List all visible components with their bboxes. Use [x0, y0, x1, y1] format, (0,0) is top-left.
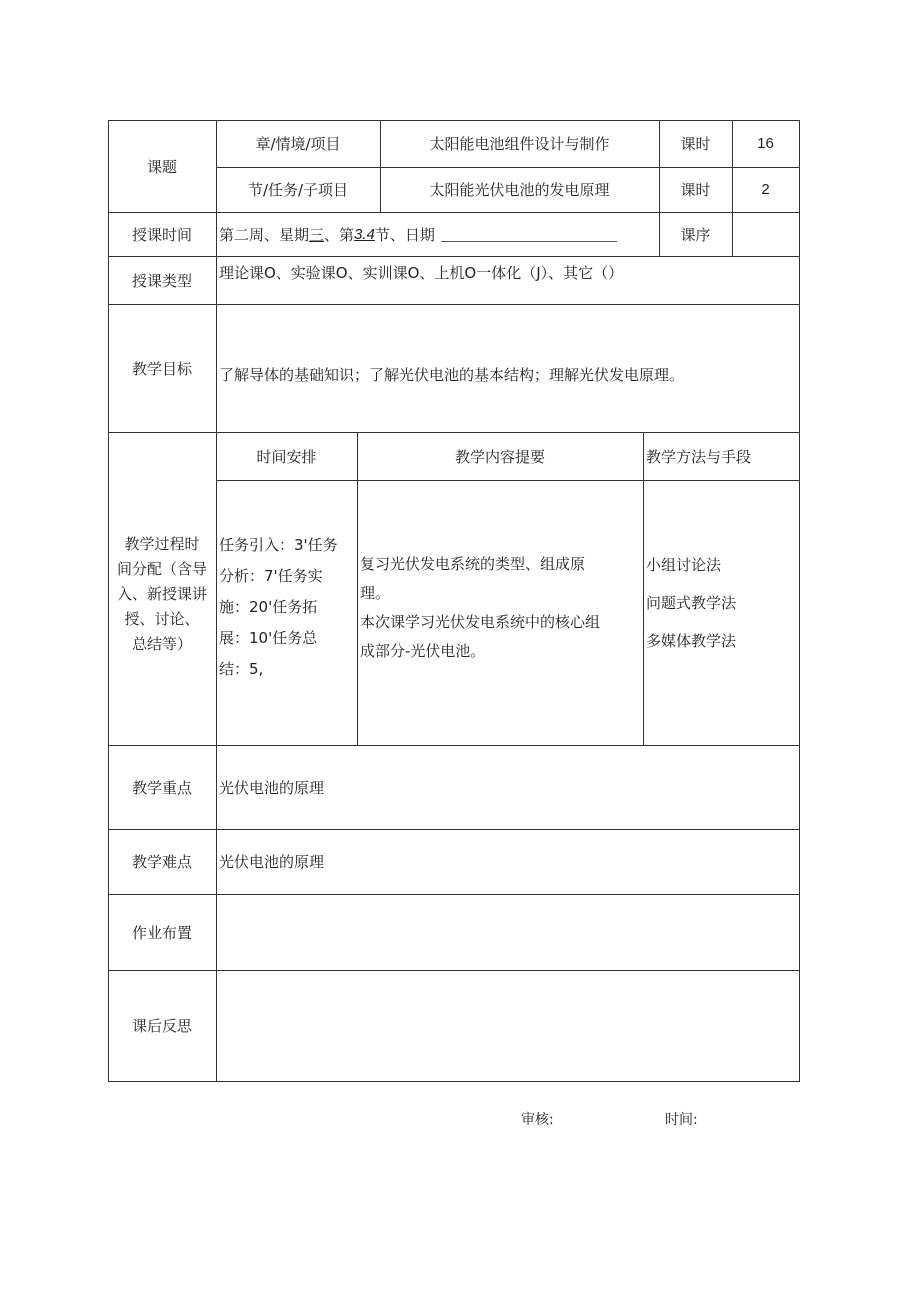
teaching-methods — [646, 546, 798, 660]
time-label-text: 时间: — [665, 1112, 698, 1128]
schedule-text-mid: 、第 — [324, 225, 355, 244]
homework-value — [216, 894, 799, 970]
order-value — [732, 212, 799, 256]
difficulty-value — [216, 829, 799, 894]
chapter-value-text: 太阳能电池组件设计与制作 — [429, 135, 610, 153]
process-label — [108, 532, 216, 657]
chapter-label-text: 章/情境/项目 — [255, 135, 341, 153]
method-line: 问题式教学法 — [646, 594, 737, 612]
hours-value-2-text: 2 — [761, 181, 770, 198]
process-label-line: 授、讨论、 — [124, 610, 200, 628]
time-allocation — [219, 530, 359, 685]
content-line: 本次课学习光伏发电系统中的核心组 — [360, 613, 601, 631]
topic-label — [108, 120, 216, 212]
order-label-text: 课序 — [680, 225, 711, 244]
difficulty-label — [108, 829, 216, 894]
type-value-text: 理论课O、实验课O、实训课O、上机O一体化（J）、其它（） — [219, 264, 624, 282]
col-method-header-text: 教学方法与手段 — [646, 447, 752, 466]
topic-label-text: 课题 — [146, 157, 177, 176]
reflection-value — [216, 970, 799, 1081]
hours-value-1 — [732, 120, 799, 167]
difficulty-label-text: 教学难点 — [131, 853, 192, 871]
homework-label-text: 作业布置 — [131, 923, 192, 942]
section-label-text: 节/任务/子项目 — [247, 181, 349, 199]
objective-value — [216, 304, 799, 444]
hours-value-2 — [732, 167, 799, 212]
type-label — [108, 256, 216, 304]
hours-value-1-text: 16 — [757, 135, 774, 152]
review-label-text: 审核: — [521, 1112, 554, 1128]
time-line: 施：20'任务拓 — [219, 598, 318, 616]
section-label — [216, 167, 380, 212]
col-time-header-text: 时间安排 — [256, 447, 317, 466]
schedule-text-post: 节、日期 — [374, 225, 435, 244]
type-label-text: 授课类型 — [131, 271, 192, 290]
col-method-header — [643, 432, 799, 480]
objective-value-text: 了解导体的基础知识；了解光伏电池的基本结构；理解光伏发电原理。 — [219, 365, 685, 384]
time-line: 分析：7'任务实 — [219, 567, 323, 585]
process-label-line: 入、新授课讲 — [116, 585, 207, 603]
difficulty-value-text: 光伏电池的原理 — [219, 853, 325, 871]
reflection-label — [108, 970, 216, 1081]
type-value — [219, 262, 797, 282]
chapter-value — [380, 120, 659, 167]
reflection-label-text: 课后反思 — [131, 1017, 192, 1035]
chapter-label — [216, 120, 380, 167]
key-point-value-text: 光伏电池的原理 — [219, 778, 325, 797]
schedule-value — [216, 212, 659, 256]
method-line: 小组讨论法 — [646, 556, 722, 574]
date-blank-line — [441, 227, 617, 242]
content-line: 复习光伏发电系统的类型、组成原 — [360, 555, 586, 573]
col-content-header — [357, 432, 643, 480]
time-line: 结：5, — [219, 660, 264, 678]
schedule-label-text: 授课时间 — [131, 225, 192, 244]
section-value — [380, 167, 659, 212]
key-point-label-text: 教学重点 — [131, 778, 192, 797]
objective-label — [108, 304, 216, 432]
col-time-header — [216, 432, 357, 480]
objective-label-text: 教学目标 — [131, 359, 192, 378]
schedule-text-pre: 第二周、星期 — [219, 225, 310, 244]
process-label-line: 总结等） — [131, 635, 192, 653]
review-label — [521, 1109, 554, 1129]
process-label-line: 间分配（含导 — [116, 560, 207, 578]
hours-label-1 — [659, 120, 732, 167]
time-line: 任务引入：3'任务 — [219, 536, 338, 554]
key-point-label — [108, 745, 216, 829]
content-summary — [360, 550, 642, 666]
process-label-line: 教学过程时 — [124, 535, 200, 553]
schedule-label — [108, 212, 216, 256]
method-line: 多媒体教学法 — [646, 632, 737, 650]
order-label — [659, 212, 732, 256]
col-content-header-text: 教学内容提要 — [454, 447, 545, 466]
content-line: 成部分-光伏电池。 — [360, 642, 486, 660]
time-label — [665, 1109, 698, 1129]
key-point-value — [216, 745, 799, 829]
schedule-periods: 3.4 — [354, 225, 375, 243]
section-value-text: 太阳能光伏电池的发电原理 — [429, 181, 610, 199]
schedule-weekday: 三 — [309, 225, 325, 244]
content-line: 理。 — [360, 584, 391, 602]
hours-label-1-text: 课时 — [680, 135, 711, 153]
time-line: 展：10'任务总 — [219, 629, 318, 647]
hours-label-2 — [659, 167, 732, 212]
homework-label — [108, 894, 216, 970]
hours-label-2-text: 课时 — [680, 181, 711, 199]
